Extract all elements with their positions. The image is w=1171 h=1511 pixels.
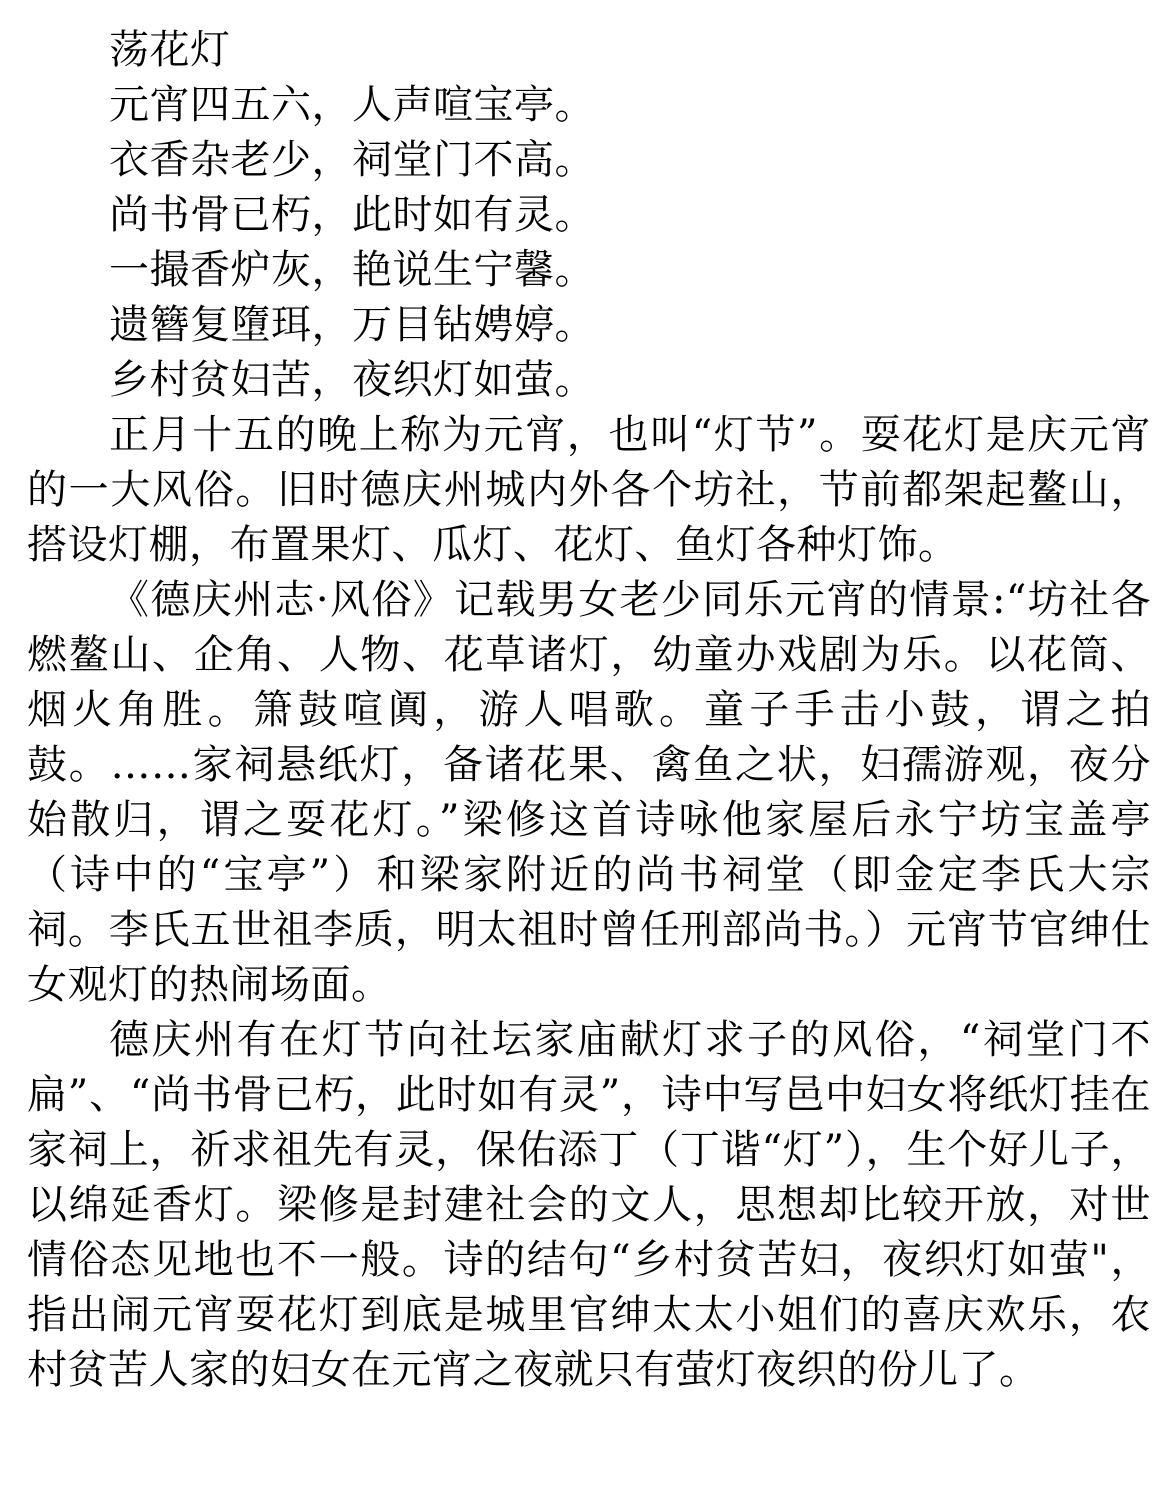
poem-line: 乡村贫妇苦，夜织灯如萤。: [109, 357, 595, 403]
poem-line: 衣香杂老少，祠堂门不高。: [109, 137, 595, 183]
poem-title: 荡花灯: [109, 27, 231, 73]
paragraph-custom-commentary: 德庆州有在灯节向社坛家庙献灯求子的风俗，“祠堂门不扁”、“尚书骨已朽，此时如有灵”，诗中写邑中妇女将纸灯挂在家祠上，祈求祖先有灵，保佑添丁（丁谐“灯”），生个好儿子，以绵延香灯。梁修是封建社会的文人，思想却比较开放，对世情俗态见地也不一般。诗的结句“乡村贫苦妇，夜织灯如萤"，指出闹元宵耍花灯到底是城里官绅太太小姐们的喜庆欢乐，农村贫苦人家的妇女在元宵之夜就只有萤灯夜织的份儿了。: [27, 1017, 1151, 1393]
document-body: [27, 23, 1151, 1398]
poem-line: 遗簪复墮珥，万目钻娉婷。: [109, 302, 595, 348]
paragraph-gazetteer-quote: 《德庆州志·风俗》记载男女老少同乐元宵的情景:“坊社各燃鳌山、企角、人物、花草诸灯，幼童办戏剧为乐。以花筒、烟火角胜。箫鼓喧阗，游人唱歌。童子手击小鼓，谓之拍鼓。……家祠悬纸灯，备诸花果、禽鱼之状，妇孺游观，夜分始散归，谓之耍花灯。”梁修这首诗咏他家屋后永宁坊宝盖亭（诗中的“宝亭”）和梁家附近的尚书祠堂（即金定李氏大宗祠。李氏五世祖李质，明太祖时曾任刑部尚书。）元宵节官绅仕女观灯的热闹场面。: [27, 577, 1151, 1008]
poem-line: 一撮香炉灰，艳说生宁馨。: [109, 247, 595, 293]
paragraph-lantern-festival: 正月十五的晚上称为元宵，也叫“灯节”。耍花灯是庆元宵的一大风俗。旧时德庆州城内外各个坊社，节前都架起鳌山，搭设灯棚，布置果灯、瓜灯、花灯、鱼灯各种灯饰。: [27, 412, 1151, 568]
poem-line: 元宵四五六，人声喧宝亭。: [109, 82, 595, 128]
poem-line: 尚书骨已朽，此时如有灵。: [109, 192, 595, 238]
